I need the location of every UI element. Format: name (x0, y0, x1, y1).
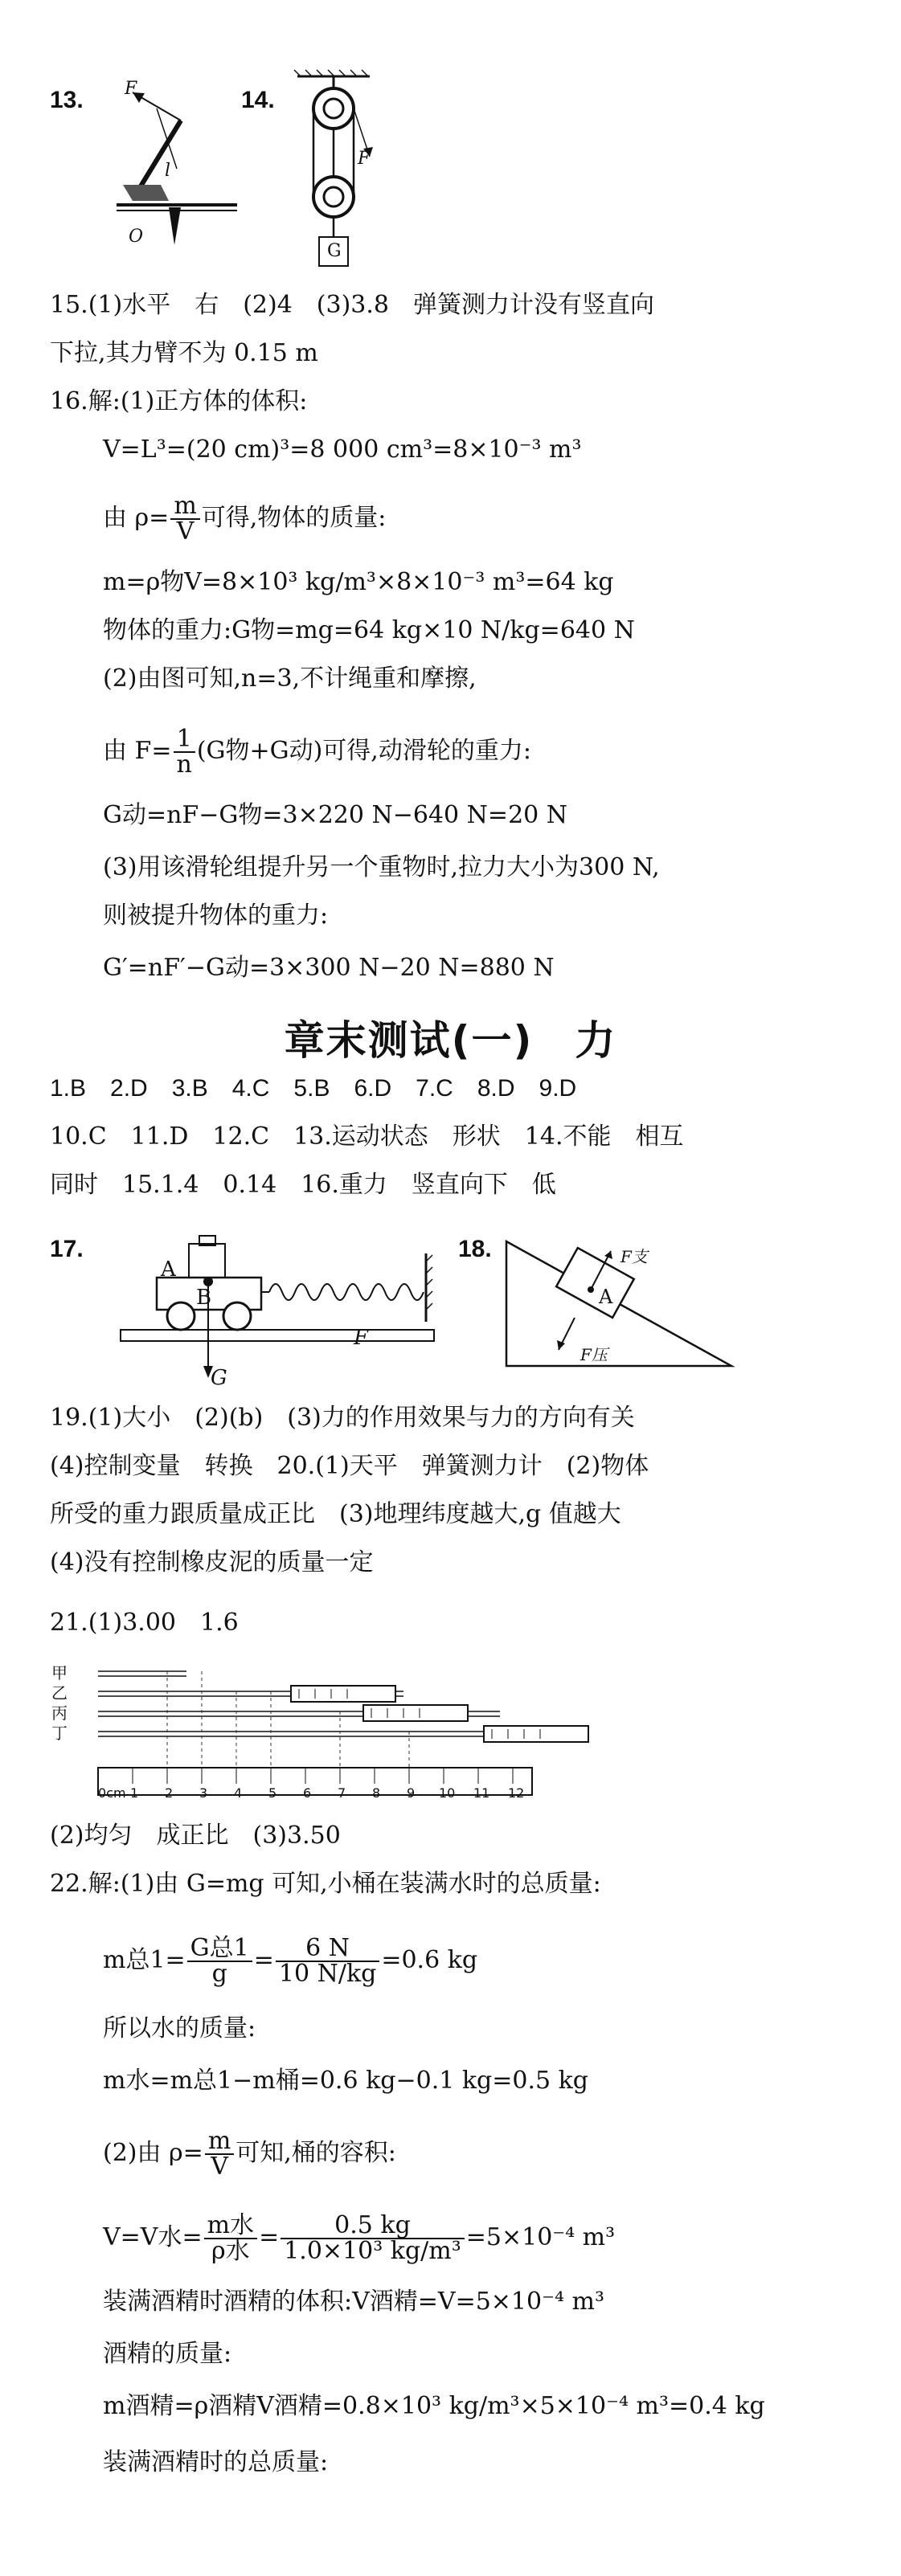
density-fraction: $\frac{m}{V}$ (170, 494, 199, 544)
q22-line-10: 装满酒精时的总质量: (103, 2448, 329, 2476)
numeric-fraction-1: $\frac{6 N}{10 N/kg}$ (276, 1936, 379, 1986)
q14-weight-label: G (327, 241, 342, 261)
q19-line-3: 所受的重力跟质量成正比 (3)地理纬度越大,g 值越大 (50, 1500, 621, 1528)
q13-force-label: F (125, 79, 137, 99)
q19-line-1: 19.(1)大小 (2)(b) (3)力的作用效果与力的方向有关 (50, 1404, 635, 1432)
q21-line-1: 21.(1)3.00 1.6 (50, 1609, 239, 1637)
q18-incline-figure (498, 1225, 739, 1374)
q17-gravity-label: G (211, 1366, 227, 1390)
q16-line-6: (2)由图可知,n=3,不计绳重和摩擦, (103, 664, 477, 693)
q16-line-7: 由 F= $\frac{1}{n}$ (G物+G动)可得,动滑轮的重力: (103, 725, 531, 779)
q16-line-10: 则被提升物体的重力: (103, 902, 329, 930)
q16-line-9: (3)用该滑轮组提升另一个重物时,拉力大小为300 N, (103, 853, 660, 881)
q22-line-5: (2)由 ρ= $\frac{m}{V}$ 可知,桶的容积: (103, 2127, 396, 2181)
q14-pulley-figure (289, 68, 410, 277)
numeric-fraction-2: $\frac{0.5 kg}{\text{1.0×10³ kg/m³}}$ (281, 2214, 465, 2263)
q13-pivot-label: O (129, 227, 144, 247)
q17-number: 17. (50, 1236, 84, 1262)
q16-line-11: G′=nF′−G动=3×300 N−20 N=880 N (103, 954, 555, 982)
q16-line-1: 16.解:(1)正方体的体积: (50, 387, 308, 415)
q18-pressure-force-label: F压 (580, 1345, 608, 1364)
q16-line-8: G动=nF−G物=3×220 N−640 N=20 N (103, 801, 568, 829)
q22-line-3: 所以水的质量: (103, 2014, 256, 2042)
q21-line-2: (2)均匀 成正比 (3)3.50 (50, 1822, 341, 1850)
q22-line-6: V=V水= $\frac{\text{m水}}{\text{ρ水}}$ = $\frac{0.5 kg}{\text{1.0×10³ kg/m³}}$ =5×10⁻⁴ m³ (103, 2211, 616, 2265)
q21-row-labels: 甲 乙 丙 丁 (51, 1663, 68, 1743)
q15-line-1: 15.(1)水平 右 (2)4 (3)3.8 弹簧测力计没有竖直向 (50, 291, 654, 319)
q16-line-5: 物体的重力:G物=mg=64 kg×10 N/kg=640 N (103, 616, 635, 644)
q16-line-4: m=ρ物V=8×10³ kg/m³×8×10⁻³ m³=64 kg (103, 568, 614, 596)
q17-force-label: F (354, 1326, 369, 1350)
q13-lever-figure (100, 72, 245, 257)
q13-number: 13. (50, 87, 84, 113)
q22-line-7: 装满酒精时酒精的体积:V酒精=V=5×10⁻⁴ m³ (103, 2288, 604, 2316)
q18-support-force-label: F支 (620, 1247, 648, 1266)
force-fraction: $\frac{1}{n}$ (174, 727, 195, 777)
q14-number: 14. (241, 87, 275, 113)
q19-line-2: (4)控制变量 转换 20.(1)天平 弹簧测力计 (2)物体 (50, 1452, 649, 1480)
chapter-title: 章末测试(一) 力 (284, 1017, 617, 1064)
q22-line-4: m水=m总1−m桶=0.6 kg−0.1 kg=0.5 kg (103, 2067, 588, 2095)
q17-label-b: B (196, 1286, 212, 1310)
q22-line-1: 22.解:(1)由 G=mg 可知,小桶在装满水时的总质量: (50, 1870, 601, 1898)
q13-arm-label: l (165, 161, 171, 181)
answers-line-3: 同时 15.1.4 0.14 16.重力 竖直向下 低 (50, 1171, 556, 1199)
q18-label-a: A (599, 1286, 613, 1308)
gravity-fraction: $\frac{\text{G总1}}{g}$ (187, 1936, 252, 1986)
q17-cart-figure (113, 1221, 466, 1390)
q14-force-label: F (358, 149, 371, 169)
q16-line-2: V=L³=(20 cm)³=8 000 cm³=8×10⁻³ m³ (103, 435, 582, 464)
q22-line-9: m酒精=ρ酒精V酒精=0.8×10³ kg/m³×5×10⁻⁴ m³=0.4 kg (103, 2392, 765, 2420)
q15-line-2: 下拉,其力臂不为 0.15 m (50, 339, 318, 367)
q22-line-2: m总1= $\frac{\text{G总1}}{g}$ = $\frac{6 N}{10 N/kg}$ =0.6 kg (103, 1934, 478, 1988)
q22-line-8: 酒精的质量: (103, 2340, 232, 2368)
q18-number: 18. (458, 1236, 492, 1262)
answers-line-1: 1.B 2.D 3.B 4.C 5.B 6.D 7.C 8.D 9.D (50, 1075, 577, 1102)
q17-label-a: A (161, 1257, 176, 1282)
answers-line-2: 10.C 11.D 12.C 13.运动状态 形状 14.不能 相互 (50, 1122, 684, 1151)
q16-line-3: 由 ρ= $\frac{m}{V}$ 可得,物体的质量: (103, 492, 387, 546)
q19-line-4: (4)没有控制橡皮泥的质量一定 (50, 1548, 374, 1576)
density-fraction-2: $\frac{m}{V}$ (205, 2129, 234, 2179)
volume-fraction: $\frac{\text{m水}}{\text{ρ水}}$ (204, 2214, 257, 2263)
